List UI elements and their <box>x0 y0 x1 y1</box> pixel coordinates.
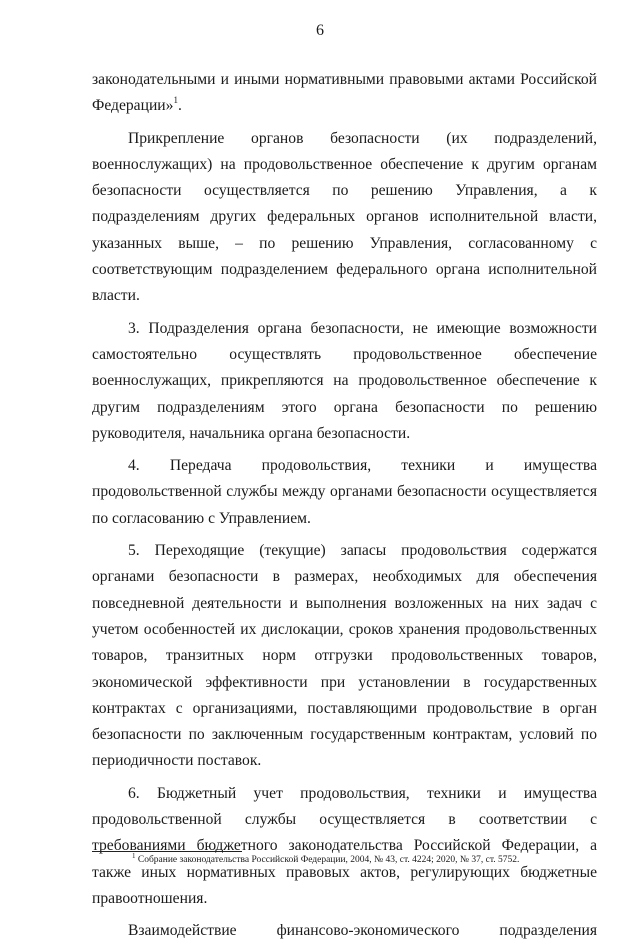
paragraph-item-5: 5. Переходящие (текущие) запасы продовольствия содержатся органами безопасности в размерах, необходимых для обеспечения повседневной деятельности и выполнения возложенных на них задач с учетом особенностей их дислокации, сроков хранения продовольственных товаров, транзитных норм отгрузки продовольственных товаров, экономической эффективности при установлении в государственных контрактах с организациями, поставляющими продовольствие в орган безопасности по заключенным государственным контрактам, условий по периодичности поставок. <box>92 542 597 770</box>
paragraph-truncated: Взаимодействие финансово-экономического подразделения <box>128 922 597 940</box>
footnote-text: Собрание законодательства Российской Федерации, 2004, № 43, ст. 4224; 2020, № 37, ст. 5752. <box>137 855 520 865</box>
paragraph-continuation: законодательными и иными нормативными правовыми актами Российской Федерации»$^1$. <box>92 71 597 115</box>
paragraph-item-3: 3. Подразделения органа безопасности, не имеющие возможности самостоятельно осуществлять продовольственное обеспечение военнослужащих, прикрепляются на продовольственное обеспечение к другим подразделениям этого органа безопасности по решению руководителя, начальника органа безопасности. <box>92 319 597 442</box>
paragraph-item-4: 4. Передача продовольствия, техники и имущества продовольственной службы между органами безопасности осуществляется по согласованию с Управлением. <box>92 457 597 527</box>
paragraph: Прикрепление органов безопасности (их подразделений, военнослужащих) на продовольственное обеспечение к другим органам безопасности осуществляется по решению Управления, а к подразделениям других федеральных органов исполнительной власти, указанных выше, – по решению Управления, согласованному с соответствующим подразделением федерального органа исполнительной власти. <box>92 129 597 305</box>
paragraph-text: законодательными и иными нормативными правовыми актами Российской Федерации» <box>92 71 597 115</box>
footnote-reference: 1 <box>173 95 178 106</box>
footnote-separator <box>92 851 242 852</box>
footnote-mark: 1 <box>132 852 136 860</box>
page-number: 6 <box>316 22 324 39</box>
document-body <box>92 67 597 945</box>
footnote <box>132 854 602 866</box>
paragraph-item-6: 6. Бюджетный учет продовольствия, техники и имущества продовольственной службы осуществляется в соответствии с требованиями бюджетного законодательства Российской Федерации, а также иных нормативных правовых актов, регулирующих бюджетные правоотношения. <box>92 784 597 907</box>
